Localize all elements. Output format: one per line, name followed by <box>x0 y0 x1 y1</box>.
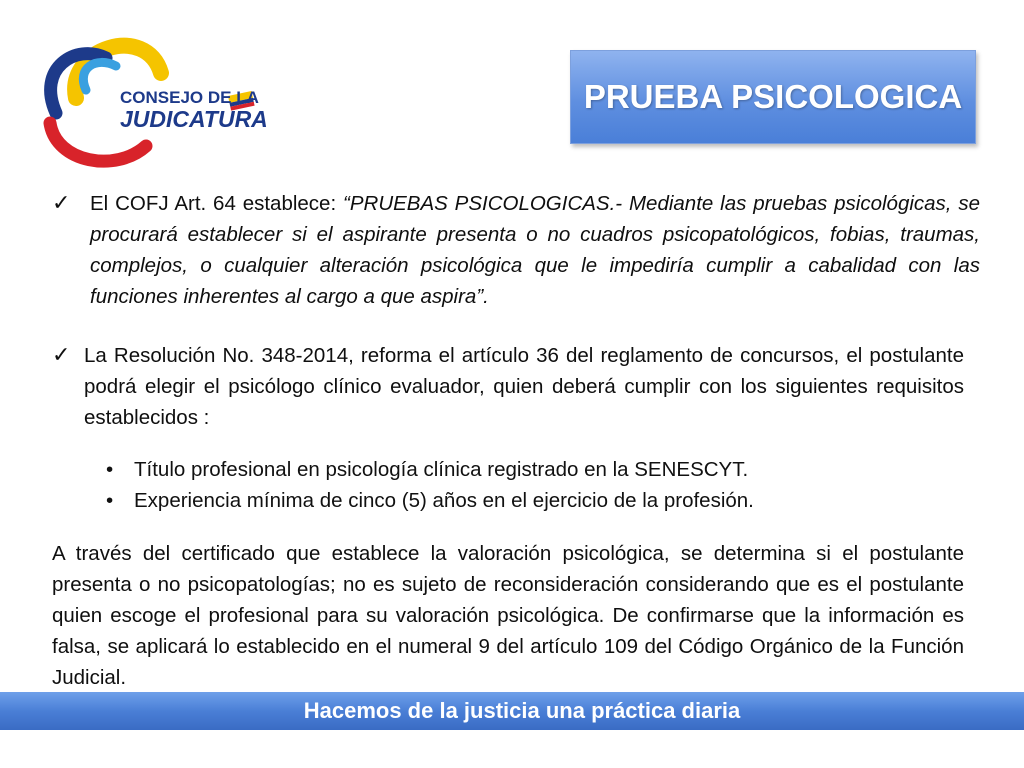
paragraph-cofj-article <box>90 188 980 312</box>
paragraph-certificate: A través del certificado que establece la valoración psicológica, se determina si el postulante presenta o no psicopatologías; no es sujeto de reconsideración considerando que es el postulante quien escoge el profesional para su valoración psicológica. De confirmarse que la información es falsa, se aplicará lo establecido en el numeral 9 del artículo 109 del Código Orgánico de la Función Judicial. <box>52 542 964 689</box>
bullet-icon: • <box>106 489 114 512</box>
title-banner <box>570 50 976 144</box>
logo-consejo-judicatura <box>36 28 266 170</box>
paragraph-intro: El COFJ Art. 64 establece: <box>90 192 344 215</box>
logo-text-line2: JUDICATURA <box>120 106 268 132</box>
footer-slogan: Hacemos de la justicia una práctica diaria <box>303 698 741 723</box>
requirement-text: Título profesional en psicología clínica registrado en la SENESCYT. <box>134 458 749 481</box>
requirement-text: Experiencia mínima de cinco (5) años en el ejercicio de la profesión. <box>134 489 754 512</box>
list-item <box>106 454 966 485</box>
checkmark-icon: ✓ <box>52 191 71 216</box>
checkmark-icon: ✓ <box>52 343 71 368</box>
paragraph-quote: “PRUEBAS PSICOLOGICAS.- Mediante las pruebas psicológicas, se procurará establecer si el aspirante presenta o no cuadros psicopatológicos, fobias, traumas, complejos, o cualquier alteración psicológica que le impediría cumplir a cabalidad con las funciones inherentes al cargo a que aspira”. <box>90 192 980 308</box>
paragraph-resolution: La Resolución No. 348-2014, reforma el artículo 36 del reglamento de concursos, el postulante podrá elegir el psicólogo clínico evaluador, quien deberá cumplir con los siguientes requisitos establecidos : <box>84 344 964 429</box>
bullet-icon: • <box>106 458 114 481</box>
logo-text-line1: CONSEJO DE LA <box>120 88 259 107</box>
requirements-list <box>106 454 966 516</box>
footer-banner <box>0 692 1024 730</box>
page-title: PRUEBA PSICOLOGICA <box>583 78 963 115</box>
list-item <box>106 485 966 516</box>
